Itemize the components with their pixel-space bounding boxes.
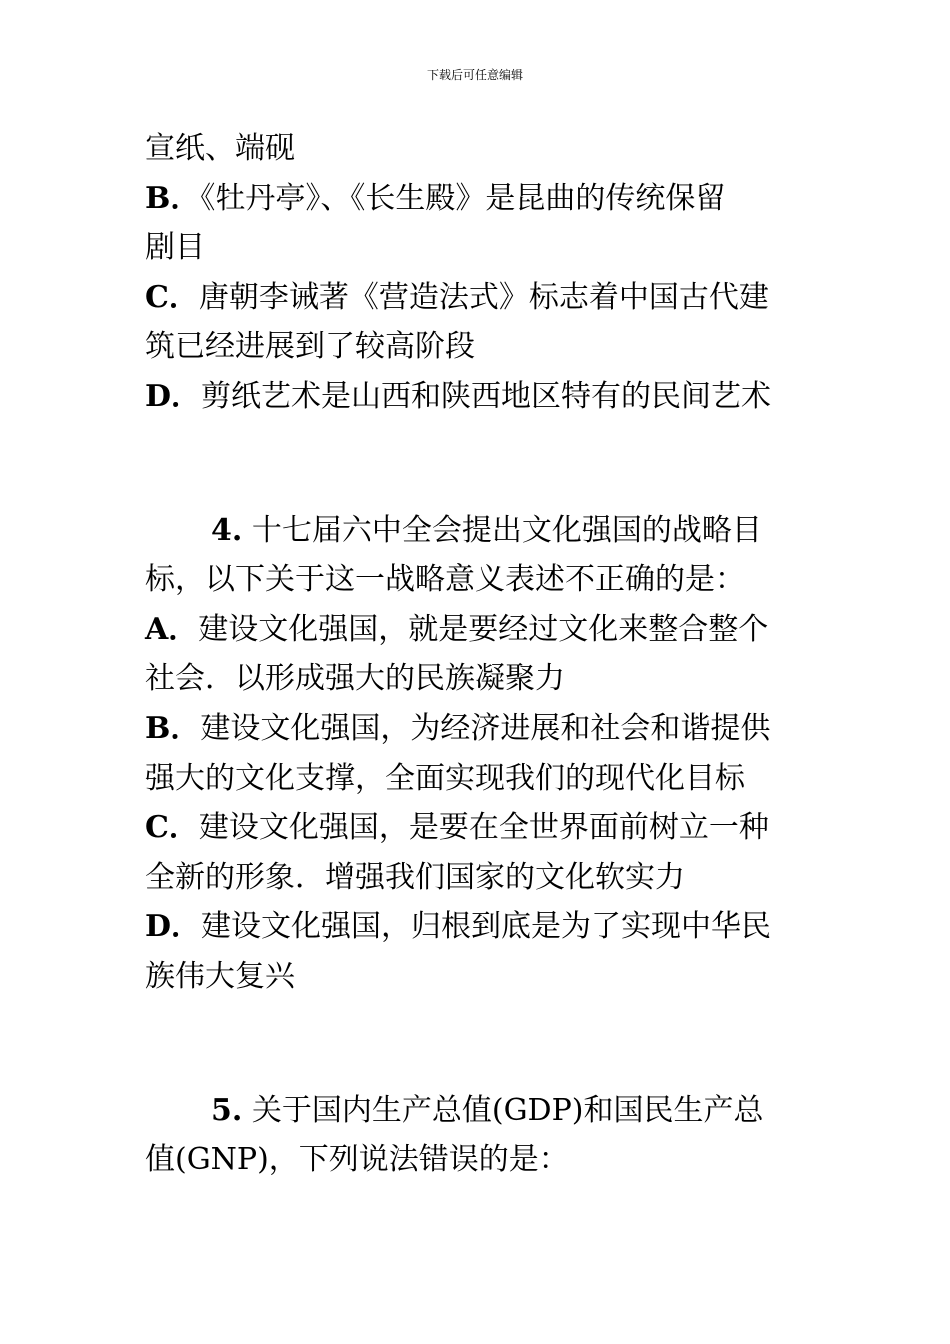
question-number: 5. xyxy=(211,1092,243,1128)
question-5-stem xyxy=(145,1086,810,1136)
q4-option-b xyxy=(145,704,810,754)
option-letter: C． xyxy=(145,279,199,315)
option-c-continuation xyxy=(145,322,810,372)
q4-option-a xyxy=(145,605,810,655)
q4-option-d-continuation xyxy=(145,952,810,1002)
option-text: 建设文化强国，归根到底是为了实现中华民 xyxy=(201,909,772,945)
option-letter: D． xyxy=(145,378,202,414)
option-text: 社会．以形成强大的民族凝聚力 xyxy=(145,661,565,697)
option-b-continuation xyxy=(145,223,810,273)
question-5-stem-continuation xyxy=(145,1135,810,1185)
option-text: 建设文化强国，为经济进展和社会和谐提供 xyxy=(200,710,771,746)
page-header: 下载后可任意编辑 xyxy=(426,68,523,82)
option-text: 剪纸艺术是山西和陕西地区特有的民间艺术 xyxy=(201,378,772,414)
option-letter: B． xyxy=(145,180,201,216)
option-letter: A． xyxy=(145,611,199,647)
line-text: 剧目 xyxy=(145,230,205,266)
q4-option-c xyxy=(145,803,810,853)
question-4-stem xyxy=(145,506,810,556)
q4-option-d xyxy=(145,902,810,952)
line-text: 筑已经进展到了较高阶段 xyxy=(145,329,475,365)
question-text: 值(GNP)，下列说法错误的是： xyxy=(145,1142,569,1178)
question-text: 标，以下关于这一战略意义表述不正确的是： xyxy=(145,562,745,598)
question-4-stem-continuation xyxy=(145,555,810,605)
spacer xyxy=(145,422,810,506)
spacer xyxy=(145,1002,810,1086)
question-text: 关于国内生产总值(GDP)和国民生产总 xyxy=(242,1092,764,1128)
option-text: 族伟大复兴 xyxy=(145,958,295,994)
document-body xyxy=(145,124,810,1185)
option-b xyxy=(145,174,810,224)
option-letter: B． xyxy=(145,710,201,746)
q4-option-a-continuation xyxy=(145,654,810,704)
question-text: 十七届六中全会提出文化强国的战略目 xyxy=(242,512,762,548)
option-text: 全新的形象．增强我们国家的文化软实力 xyxy=(145,859,685,895)
option-letter: C． xyxy=(145,810,199,846)
option-a-continuation xyxy=(145,124,810,174)
q4-option-c-continuation xyxy=(145,853,810,903)
question-number: 4. xyxy=(211,512,243,548)
option-text: 唐朝李诫著《营造法式》标志着中国古代建 xyxy=(198,279,769,315)
option-d xyxy=(145,372,810,422)
option-text: 建设文化强国，是要在全世界面前树立一种 xyxy=(198,810,769,846)
option-c xyxy=(145,273,810,323)
option-letter: D． xyxy=(145,909,202,945)
q4-option-b-continuation xyxy=(145,754,810,804)
option-text: 建设文化强国，就是要经过文化来整合整个 xyxy=(198,611,769,647)
option-text: 《牡丹亭》、《长生殿》是昆曲的传统保留 xyxy=(200,180,726,216)
option-text: 强大的文化支撑，全面实现我们的现代化目标 xyxy=(145,760,745,796)
line-text: 宣纸、端砚 xyxy=(145,131,295,166)
